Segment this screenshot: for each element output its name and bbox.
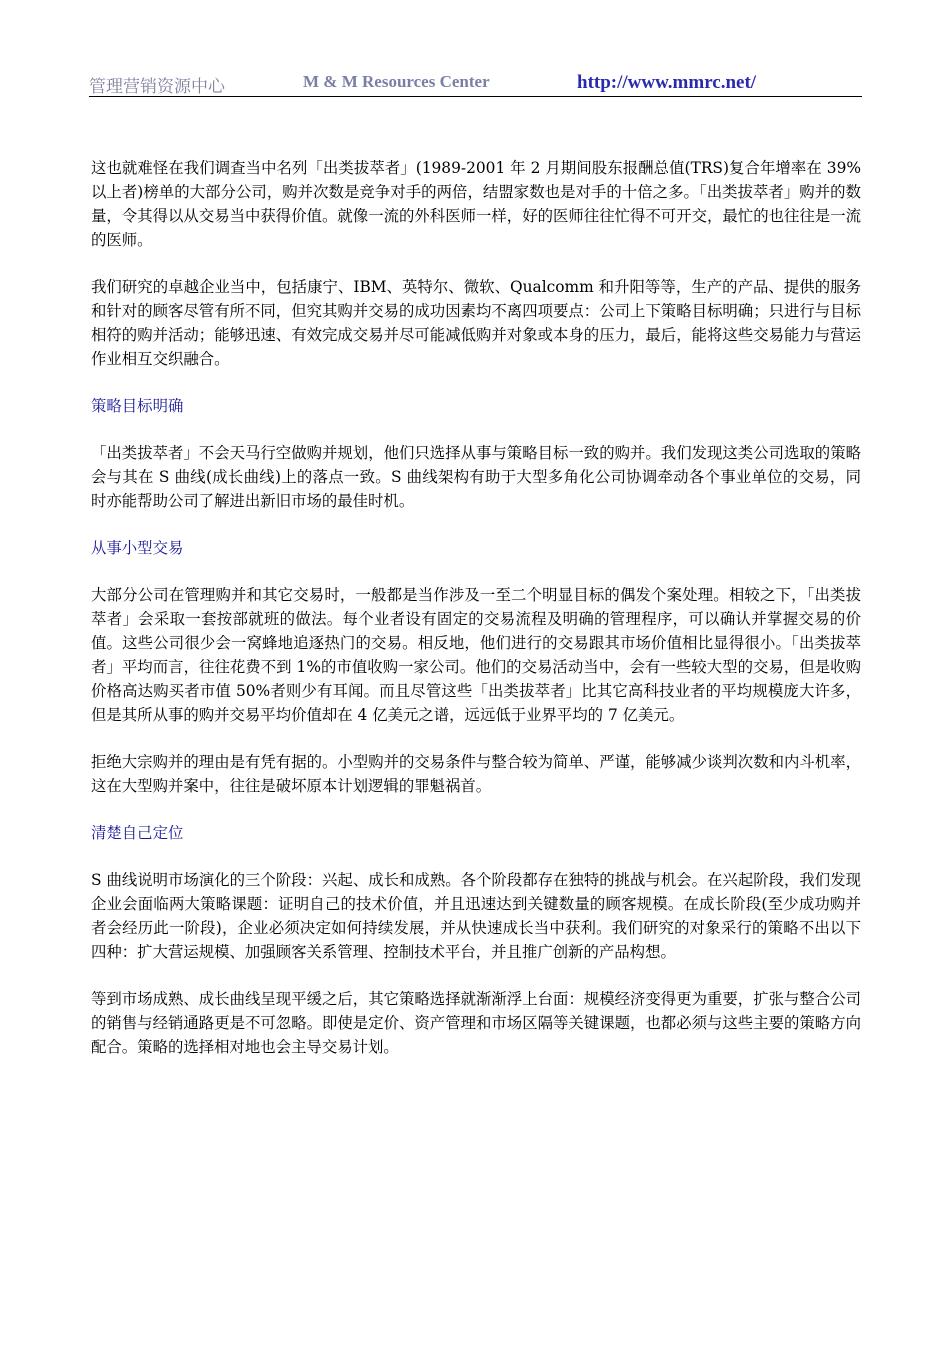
paragraph: 这也就难怪在我们调查当中名列「出类拔萃者」(1989-2001 年 2 月期间股东报酬总值(TRS)复合年增率在 39%以上者)榜单的大部分公司，购并次数是竞争对手的两倍，结盟家数也是对手的十倍之多。「出类拔萃者」购并的数量，令其得以从交易当中获得价值。就像一流的外科医师一样，好的医师往往忙得不可开交，最忙的也往往是一流的医师。 [91, 159, 861, 249]
article-body [91, 156, 861, 1082]
paragraph: 等到市场成熟、成长曲线呈现平缓之后，其它策略选择就渐渐浮上台面：规模经济变得更为重要，扩张与整合公司的销售与经销通路更是不可忽略。即使是定价、资产管理和市场区隔等关键课题，也都必须与这些主要的策略方向配合。策略的选择相对地也会主导交易计划。 [91, 990, 861, 1056]
paragraph: S 曲线说明市场演化的三个阶段：兴起、成长和成熟。各个阶段都存在独特的挑战与机会。在兴起阶段，我们发现企业会面临两大策略课题：证明自己的技术价值，并且迅速达到关键数量的顾客规模。在成长阶段(至少成功购并者会经历此一阶段)，企业必须决定如何持续发展，并从快速成长当中获利。我们研究的对象采行的策略不出以下四种：扩大营运规模、加强顾客关系管理、控制技术平台，并且推广创新的产品构想。 [91, 871, 861, 961]
page-header [89, 68, 862, 97]
section-heading: 策略目标明确 [91, 397, 184, 415]
section-heading: 清楚自己定位 [91, 824, 184, 842]
paragraph: 「出类拔萃者」不会天马行空做购并规划，他们只选择从事与策略目标一致的购并。我们发现这类公司选取的策略会与其在 S 曲线(成长曲线)上的落点一致。S 曲线架构有助于大型多角化公司协调牵动各个事业单位的交易，同时亦能帮助公司了解进出新旧市场的最佳时机。 [91, 444, 861, 510]
paragraph: 大部分公司在管理购并和其它交易时，一般都是当作涉及一至二个明显目标的偶发个案处理。相较之下，「出类拔萃者」会采取一套按部就班的做法。每个业者设有固定的交易流程及明确的管理程序，可以确认并掌握交易的价值。这些公司很少会一窝蜂地追逐热门的交易。相反地，他们进行的交易跟其市场价值相比显得很小。「出类拔萃者」平均而言，往往花费不到 1%的市值收购一家公司。他们的交易活动当中，会有一些较大型的交易，但是收购价格高达购买者市值 50%者则少有耳闻。而且尽管这些「出类拔萃者」比其它高科技业者的平均规模庞大许多，但是其所从事的购并交易平均价值却在 4 亿美元之谱，远远低于业界平均的 7 亿美元。 [91, 586, 861, 724]
paragraph: 我们研究的卓越企业当中，包括康宁、IBM、英特尔、微软、Qualcomm 和升阳等等，生产的产品、提供的服务和针对的顾客尽管有所不同，但究其购并交易的成功因素均不离四项要点：公司上下策略目标明确；只进行与目标相符的购并活动；能够迅速、有效完成交易并尽可能减低购并对象或本身的压力，最后，能将这些交易能力与营运作业相互交织融合。 [91, 278, 861, 368]
section-heading: 从事小型交易 [91, 539, 184, 557]
header-en-title: M & M Resources Center [303, 72, 490, 91]
header-url-link[interactable]: http://www.mmrc.net/ [577, 72, 757, 93]
header-cn-title: 管理营销资源中心 [89, 77, 225, 97]
paragraph: 拒绝大宗购并的理由是有凭有据的。小型购并的交易条件与整合较为简单、严谨，能够减少谈判次数和内斗机率，这在大型购并案中，往往是破坏原本计划逻辑的罪魁祸首。 [91, 753, 861, 795]
